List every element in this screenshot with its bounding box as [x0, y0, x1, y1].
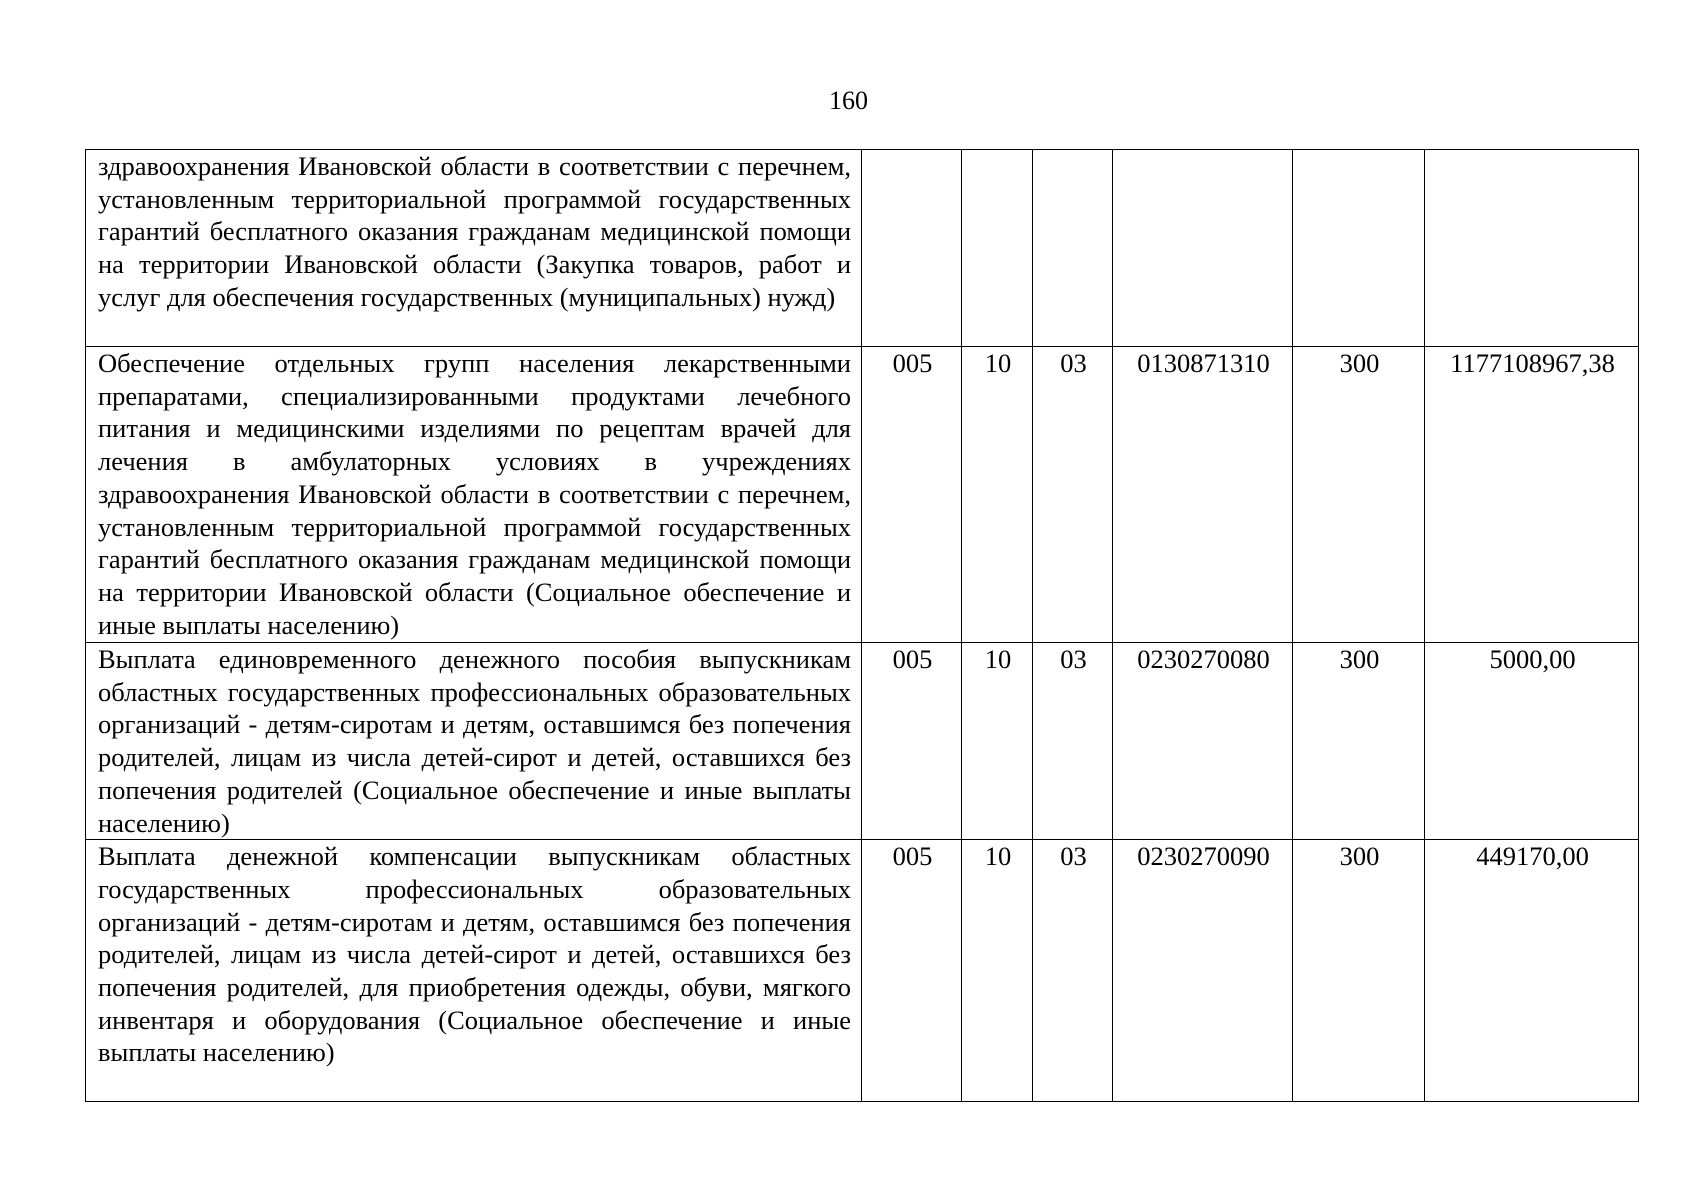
- ministry-code-cell: 005: [862, 840, 962, 1102]
- expense-type-cell: 300: [1293, 643, 1425, 840]
- page-number: 160: [829, 86, 868, 115]
- budget-table: [85, 149, 1639, 1102]
- expense-type-cell: 300: [1293, 347, 1425, 643]
- subsection-code-cell: [1033, 150, 1113, 347]
- subsection-code-cell: 03: [1033, 643, 1113, 840]
- ministry-code-cell: [862, 150, 962, 347]
- target-article-cell: [1113, 150, 1293, 347]
- expense-type-cell: [1293, 150, 1425, 347]
- row-description: здравоохранения Ивановской области в соответствии с перечнем, установленным территориальной программой государственных гарантий бесплатного оказания гражданам медицинской помощи на территории Ивановской области (Закупка товаров, работ и услуг для обеспечения государственных (муниципальных) нужд): [86, 150, 862, 347]
- section-code-cell: [962, 150, 1033, 347]
- amount-cell: 5000,00: [1425, 643, 1639, 840]
- expense-type-cell: 300: [1293, 840, 1425, 1102]
- section-code-cell: 10: [962, 347, 1033, 643]
- row-description: Выплата денежной компенсации выпускникам областных государственных профессиональных образовательных организаций - детям-сиротам и детям, оставшимся без попечения родителей, лицам из числа детей-сирот и детей, оставшихся без попечения родителей, для приобретения одежды, обуви, мягкого инвентаря и оборудования (Социальное обеспечение и иные выплаты населению): [86, 840, 862, 1102]
- ministry-code-cell: 005: [862, 347, 962, 643]
- row-description: Выплата единовременного денежного пособия выпускникам областных государственных профессиональных образовательных организаций - детям-сиротам и детям, оставшимся без попечения родителей, лицам из числа детей-сирот и детей, оставшихся без попечения родителей (Социальное обеспечение и иные выплаты населению): [86, 643, 862, 840]
- table-row: [86, 347, 1639, 643]
- table-row: [86, 643, 1639, 840]
- section-code-cell: 10: [962, 643, 1033, 840]
- subsection-code-cell: 03: [1033, 347, 1113, 643]
- section-code-cell: 10: [962, 840, 1033, 1102]
- table-row: [86, 840, 1639, 1102]
- target-article-cell: 0130871310: [1113, 347, 1293, 643]
- amount-cell: 1177108967,38: [1425, 347, 1639, 643]
- amount-cell: 449170,00: [1425, 840, 1639, 1102]
- target-article-cell: 0230270080: [1113, 643, 1293, 840]
- table-row: [86, 150, 1639, 347]
- amount-cell: [1425, 150, 1639, 347]
- target-article-cell: 0230270090: [1113, 840, 1293, 1102]
- ministry-code-cell: 005: [862, 643, 962, 840]
- row-description: Обеспечение отдельных групп населения лекарственными препаратами, специализированными продуктами лечебного питания и медицинскими изделиями по рецептам врачей для лечения в амбулаторных условиях в учреждениях здравоохранения Ивановской области в соответствии с перечнем, установленным территориальной программой государственных гарантий бесплатного оказания гражданам медицинской помощи на территории Ивановской области (Социальное обеспечение и иные выплаты населению): [86, 347, 862, 643]
- subsection-code-cell: 03: [1033, 840, 1113, 1102]
